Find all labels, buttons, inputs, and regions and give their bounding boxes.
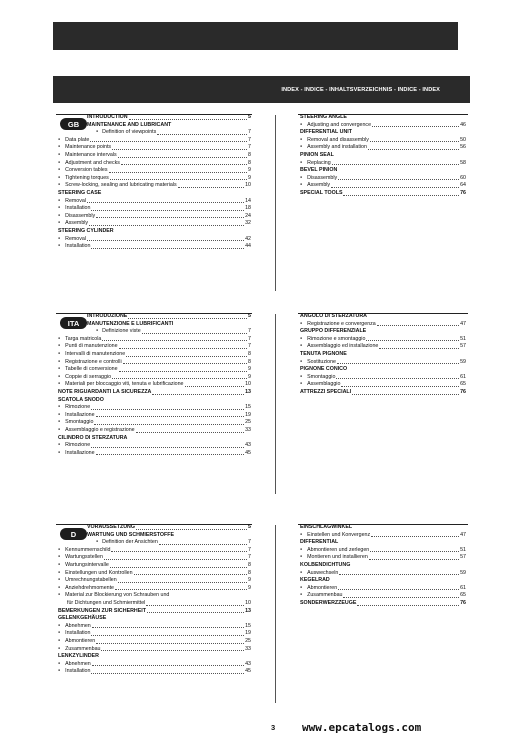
toc-entry: [300, 343, 466, 351]
toc-entry: [300, 359, 466, 367]
left-toc-column: [58, 114, 251, 251]
toc-entry: [58, 668, 251, 676]
toc-entry-page: 25: [245, 419, 251, 426]
toc-entry-title: TENUTA PIGNONE: [300, 350, 347, 357]
toc-entry-title: ● Assembly: [58, 219, 88, 228]
toc-entry-title: ● Maintenance points: [58, 143, 111, 152]
toc-entry: [58, 381, 251, 389]
toc-entry-title: ● Montieren und installieren: [300, 553, 368, 562]
dot-leader: [96, 416, 245, 417]
toc-entry-page: 9: [248, 373, 251, 380]
toc-entry: [300, 190, 466, 198]
dot-leader: [91, 673, 244, 674]
toc-entry-title: ● Abnehmen: [58, 660, 91, 669]
dot-leader: [118, 157, 247, 158]
toc-entry: [58, 646, 251, 654]
toc-entry: [300, 592, 466, 600]
dot-leader: [147, 612, 244, 613]
toc-entry: [58, 427, 251, 435]
dot-leader: [110, 567, 247, 568]
toc-entry-page: 7: [248, 335, 251, 342]
toc-entry-page: 9: [248, 174, 251, 181]
toc-entry-page: 7: [248, 144, 251, 151]
toc-entry-title: STEERING CASE: [58, 189, 102, 196]
toc-entry-page: 19: [245, 630, 251, 637]
toc-entry: [300, 600, 466, 608]
toc-entry-title: ● Coppie di serraggio: [58, 373, 111, 382]
toc-entry-page: 47: [460, 320, 466, 327]
dot-leader: [357, 605, 459, 606]
toc-entry-title: ● Tightening torques: [58, 174, 109, 183]
top-header-bar: [53, 22, 458, 50]
toc-entry: [58, 608, 251, 616]
dot-leader: [337, 363, 459, 364]
toc-entry-page: 9: [248, 366, 251, 373]
dot-leader: [89, 225, 244, 226]
toc-entry-title: ● Data plate: [58, 136, 89, 145]
toc-entry-title: ● Installation: [58, 242, 90, 251]
dot-leader: [104, 559, 247, 560]
toc-entry-title: ● Installation: [58, 667, 90, 676]
dot-leader: [112, 149, 247, 150]
toc-entry-page: 65: [460, 592, 466, 599]
dot-leader: [372, 126, 459, 127]
index-title: INDEX - INDICE - INHALTSVERZEICHNIS - INDICE - INDEX: [281, 86, 440, 93]
toc-entry-page: 59: [460, 569, 466, 576]
dot-leader: [119, 348, 248, 349]
toc-entry-page: 46: [460, 121, 466, 128]
toc-entry-page: 8: [248, 358, 251, 365]
toc-entry-title: WARTUNG UND SCHMIERSTOFFE: [87, 531, 175, 538]
toc-entry-page: 5: [248, 524, 251, 530]
toc-entry-page: 8: [248, 561, 251, 568]
toc-entry: [58, 190, 251, 198]
toc-entry-title: ● Wartungsintervalle: [58, 561, 109, 570]
dot-leader: [87, 202, 244, 203]
right-toc-column: [300, 524, 466, 608]
toc-entry-title: ● Abnehmen: [58, 622, 91, 631]
section-d: [53, 523, 470, 723]
dot-leader: [91, 248, 244, 249]
toc-entry-page: 43: [245, 660, 251, 667]
toc-entry-page: 45: [245, 668, 251, 675]
dot-leader: [157, 134, 247, 135]
toc-entry-title: GRUPPO DIFFERENZIALE: [300, 328, 367, 335]
dot-leader: [91, 210, 244, 211]
toc-entry-page: 59: [460, 358, 466, 365]
toc-entry: [300, 160, 466, 168]
toc-entry-title: ● Wartungsstellen: [58, 553, 103, 562]
toc-entry-page: 43: [245, 442, 251, 449]
dot-leader: [91, 635, 244, 636]
toc-entry: [58, 114, 251, 122]
toc-entry-page: 33: [245, 426, 251, 433]
page-number: 3: [271, 723, 276, 732]
toc-entry-page: 7: [248, 546, 251, 553]
toc-entry-title: ● Abmontieren und zerlegen: [300, 546, 369, 555]
dot-leader: [352, 394, 459, 395]
toc-entry-title: ● Intervalli di manutenzione: [58, 350, 125, 359]
toc-entry-title: MANUTENZIONE E LUBRIFICANTI: [87, 320, 174, 327]
toc-entry-page: 76: [460, 388, 466, 395]
toc-entry: [58, 228, 251, 236]
toc-entry-title: ● Anziehdrehmomente: [58, 584, 114, 593]
toc-entry-title: DIFFERENTIAL UNIT: [300, 129, 352, 136]
toc-entry-title: NOTE RIGUARDANTI LA SICUREZZA: [58, 388, 152, 395]
toc-entry-page: 9: [248, 167, 251, 174]
toc-entry-title: CILINDRO DI STERZATURA: [58, 434, 128, 441]
toc-entry-title: ● Assemblaggio: [300, 380, 340, 389]
toc-entry-page: 57: [460, 343, 466, 350]
column-divider: [275, 525, 276, 703]
dot-leader: [377, 325, 459, 326]
toc-entry-title: ● Definition der Ansichten: [96, 538, 158, 547]
dot-leader: [368, 149, 459, 150]
toc-entry-page: 8: [248, 350, 251, 357]
dot-leader: [369, 559, 459, 560]
toc-entry-page: 58: [460, 159, 466, 166]
dot-leader: [96, 454, 245, 455]
toc-entry-title: ● Installazione: [58, 411, 95, 420]
toc-entry-page: 14: [245, 197, 251, 204]
toc-entry-title: ● Assembly: [300, 181, 330, 190]
toc-entry: [58, 450, 251, 458]
dot-leader: [119, 371, 248, 372]
dot-leader: [111, 551, 247, 552]
dot-leader: [370, 551, 459, 552]
toc-entry-title: ● Adjusting and convergence: [300, 121, 371, 130]
toc-entry-title: ● Maintenance intervals: [58, 151, 117, 160]
right-toc-column: [300, 114, 466, 198]
toc-entry-title: PINION SEAL: [300, 151, 334, 158]
column-divider: [275, 115, 276, 291]
toc-entry-page: 65: [460, 381, 466, 388]
toc-entry-title: BEVEL PINION: [300, 167, 338, 174]
dot-leader: [371, 536, 459, 537]
toc-entry: [300, 570, 466, 578]
dot-leader: [343, 597, 459, 598]
toc-entry-title: ● Umrechnungstabellen: [58, 576, 117, 585]
dot-leader: [101, 650, 244, 651]
toc-entry-title: ● Zusammenbau: [58, 645, 100, 654]
toc-entry-page: 51: [460, 335, 466, 342]
dot-leader: [134, 574, 247, 575]
toc-entry-title: ● Installazione: [58, 449, 95, 458]
column-divider: [275, 314, 276, 494]
dot-leader: [339, 574, 459, 575]
toc-entry-page: 13: [245, 607, 251, 614]
toc-entry-page: 45: [245, 449, 251, 456]
toc-entry-title: ● Targa matricola: [58, 335, 101, 344]
dot-leader: [109, 172, 248, 173]
toc-entry-title: MAINTENANCE AND LUBRICANT: [87, 121, 172, 128]
toc-entry-title: SCATOLA SNODO: [58, 396, 104, 403]
toc-entry-title: ● Abmontieren: [300, 584, 337, 593]
dot-leader: [126, 356, 247, 357]
toc-entry-page: 10: [245, 182, 251, 189]
toc-entry: [58, 600, 251, 608]
footer-url: www.epcatalogs.com: [302, 721, 422, 734]
toc-entry-page: 56: [460, 144, 466, 151]
toc-entry: [300, 182, 466, 190]
dot-leader: [379, 348, 459, 349]
dot-leader: [91, 447, 244, 448]
toc-entry-page: 33: [245, 645, 251, 652]
toc-entry-page: 44: [245, 243, 251, 250]
toc-entry-page: 5: [248, 114, 251, 120]
dot-leader: [102, 340, 247, 341]
dot-leader: [96, 643, 244, 644]
toc-entry-title: ● Adjustment and checks: [58, 159, 120, 168]
toc-entry-title: ● Zusammenbau: [300, 591, 342, 600]
toc-entry-page: 9: [248, 584, 251, 591]
toc-entry: [300, 321, 466, 329]
dot-leader: [370, 141, 459, 142]
toc-entry-page: 61: [460, 584, 466, 591]
toc-entry-page: 19: [245, 411, 251, 418]
dot-leader: [118, 582, 247, 583]
dot-leader: [185, 386, 245, 387]
toc-entry-page: 32: [245, 220, 251, 227]
toc-entry-title: ● Sostituzione: [300, 358, 336, 367]
dot-leader: [92, 627, 244, 628]
toc-entry-title: ● Removal: [58, 235, 86, 244]
toc-entry: [58, 182, 251, 190]
toc-entry-title: INTRODUCTION: [87, 114, 128, 120]
toc-entry-page: 8: [248, 569, 251, 576]
toc-entry-page: 64: [460, 182, 466, 189]
toc-entry-title: ● Replacing: [300, 159, 331, 168]
toc-entry-title: DIFFERENTIAL: [300, 539, 339, 546]
dot-leader: [110, 179, 247, 180]
toc-entry-title: ● Materiali per bloccaggio viti, tenuta e lubrificazione: [58, 380, 184, 389]
toc-entry-page: 8: [248, 159, 251, 166]
toc-entry-title: für Dichtungen und Schmiermittel: [67, 599, 146, 606]
dot-leader: [136, 529, 247, 530]
toc-entry: [58, 389, 251, 397]
toc-entry-page: 47: [460, 531, 466, 538]
toc-entry-page: 42: [245, 235, 251, 242]
language-badge: ITA: [60, 317, 87, 329]
toc-entry-title: ● Assembly and installation: [300, 143, 367, 152]
toc-entry: [300, 122, 466, 130]
toc-entry-title: KOLBENDICHTUNG: [300, 561, 351, 568]
section-gb: [53, 113, 470, 303]
toc-entry-title: LENKZYLINDER: [58, 653, 99, 660]
toc-entry-title: GELENKGEHÄUSE: [58, 615, 107, 622]
toc-entry-title: ● Smontaggio: [300, 373, 335, 382]
toc-entry-title: ● Removal and disassembly: [300, 136, 369, 145]
dot-leader: [338, 179, 459, 180]
toc-entry-page: 7: [248, 328, 251, 335]
toc-entry-title: ● Abmontieren: [58, 637, 95, 646]
toc-entry-title: ● Einstellen und Konvergenz: [300, 531, 370, 540]
toc-entry-page: 7: [248, 136, 251, 143]
toc-entry-title: ● Rimozione: [58, 403, 90, 412]
toc-entry-title: ● Registrazione e convergenza: [300, 320, 376, 329]
dot-leader: [146, 605, 244, 606]
toc-entry-title: ● Einstellungen und Kontrollen: [58, 569, 133, 578]
toc-entry: [58, 243, 251, 251]
toc-entry-title: ● Removal: [58, 197, 86, 206]
toc-entry-title: ● Rimozione: [58, 441, 90, 450]
toc-entry: [58, 220, 251, 228]
toc-entry-page: 7: [248, 343, 251, 350]
dot-leader: [338, 589, 459, 590]
toc-entry-page: 13: [245, 388, 251, 395]
toc-entry: [300, 389, 466, 397]
dot-leader: [96, 217, 244, 218]
toc-entry-title: ● Screw-locking, sealing and lubricating materials: [58, 181, 177, 190]
dot-leader: [178, 187, 244, 188]
toc-entry-page: 51: [460, 546, 466, 553]
toc-entry-title: ● Assemblaggio e registrazione: [58, 426, 135, 435]
toc-entry-title: ● Punti di manutenzione: [58, 342, 118, 351]
toc-entry-page: 50: [460, 136, 466, 143]
toc-entry-title: STEERING CYLINDER: [58, 227, 114, 234]
dot-leader: [92, 665, 244, 666]
toc-entry-title: ● Assemblaggio ed installazione: [300, 342, 378, 351]
toc-entry-page: 24: [245, 212, 251, 219]
toc-entry-page: 15: [245, 622, 251, 629]
toc-entry-title: ● Rimozione e smontaggio: [300, 335, 365, 344]
dot-leader: [336, 378, 459, 379]
toc-entry-page: 5: [248, 313, 251, 319]
toc-entry-page: 18: [245, 205, 251, 212]
toc-entry-page: 61: [460, 373, 466, 380]
dot-leader: [152, 394, 244, 395]
toc-entry-title: ● Tabelle di conversione: [58, 365, 118, 374]
dot-leader: [94, 424, 244, 425]
toc-entry-page: 9: [248, 577, 251, 584]
toc-entry-title: STEERING ANGLE: [300, 114, 347, 120]
toc-entry-page: 57: [460, 554, 466, 561]
dot-leader: [142, 333, 247, 334]
language-badge: GB: [60, 118, 87, 130]
toc-entry-title: ● Definizione viste: [96, 327, 141, 336]
toc-entry-page: 7: [248, 129, 251, 136]
left-toc-column: [58, 313, 251, 457]
toc-entry-title: ● Installation: [58, 204, 90, 213]
dot-leader: [331, 187, 459, 188]
toc-entry-title: ● Auswechseln: [300, 569, 338, 578]
toc-entry: [58, 313, 251, 321]
dot-leader: [123, 363, 247, 364]
toc-entry-title: ● Definition of viewpoints: [96, 128, 156, 137]
toc-entry-title: ● Disassembly: [300, 174, 337, 183]
toc-entry-page: 60: [460, 174, 466, 181]
toc-entry: [300, 532, 466, 540]
toc-entry-title: ● Registrazione e controlli: [58, 358, 122, 367]
toc-entry-title: BEMERKUNGEN ZUR SICHERHEIT: [58, 607, 146, 614]
dot-leader: [366, 340, 459, 341]
toc-entry-title: SONDERWERZZEUGE: [300, 599, 357, 606]
dot-leader: [159, 544, 247, 545]
toc-entry-title: VORAUSSETZUNG: [87, 524, 135, 530]
toc-entry-page: 76: [460, 189, 466, 196]
toc-entry: [300, 554, 466, 562]
toc-entry-title: ● Kennummernschild: [58, 546, 110, 555]
dot-leader: [341, 386, 459, 387]
toc-entry-page: 8: [248, 151, 251, 158]
dot-leader: [121, 164, 247, 165]
toc-entry-title: EINSCHLAGWINKEL: [300, 524, 353, 530]
dot-leader: [128, 318, 247, 319]
dot-leader: [129, 119, 247, 120]
toc-entry-page: 76: [460, 599, 466, 606]
left-toc-column: [58, 524, 251, 676]
right-toc-column: [300, 313, 466, 397]
section-ita: [53, 312, 470, 512]
dot-leader: [115, 589, 247, 590]
toc-entry-page: 7: [248, 554, 251, 561]
dot-leader: [136, 432, 244, 433]
dot-leader: [332, 164, 459, 165]
toc-entry-title: INTRODUZIONE: [87, 313, 128, 319]
toc-entry-title: KEGELRAD: [300, 577, 330, 584]
toc-entry-title: ATTREZZI SPECIALI: [300, 388, 352, 395]
dot-leader: [87, 240, 244, 241]
toc-entry-title: ● Conversion tables: [58, 166, 108, 175]
toc-entry-title: ANGOLO DI STERZATURA: [300, 313, 367, 319]
toc-entry-title: ● Installation: [58, 629, 90, 638]
dot-leader: [90, 141, 247, 142]
toc-entry-title: SPECIAL TOOLS: [300, 189, 343, 196]
toc-entry: [300, 381, 466, 389]
toc-entry-page: 15: [245, 404, 251, 411]
toc-entry-title: ● Smontaggio: [58, 418, 93, 427]
dot-leader: [91, 409, 244, 410]
toc-entry-title: PIGNONE CONICO: [300, 366, 348, 373]
index-title-bar: [53, 76, 470, 103]
language-badge: D: [60, 528, 87, 540]
toc-entry-page: 10: [245, 381, 251, 388]
toc-entry: [58, 592, 251, 600]
dot-leader: [343, 195, 459, 196]
toc-entry: [58, 321, 251, 329]
toc-entry-title: ● Material zur Blockierung von Schrauben und: [58, 591, 169, 600]
toc-entry: [300, 144, 466, 152]
toc-entry-page: 7: [248, 539, 251, 546]
toc-entry-page: 10: [245, 599, 251, 606]
toc-entry: [58, 524, 251, 532]
dot-leader: [112, 378, 247, 379]
toc-entry-page: 25: [245, 637, 251, 644]
toc-entry-title: ● Disassembly: [58, 212, 95, 221]
